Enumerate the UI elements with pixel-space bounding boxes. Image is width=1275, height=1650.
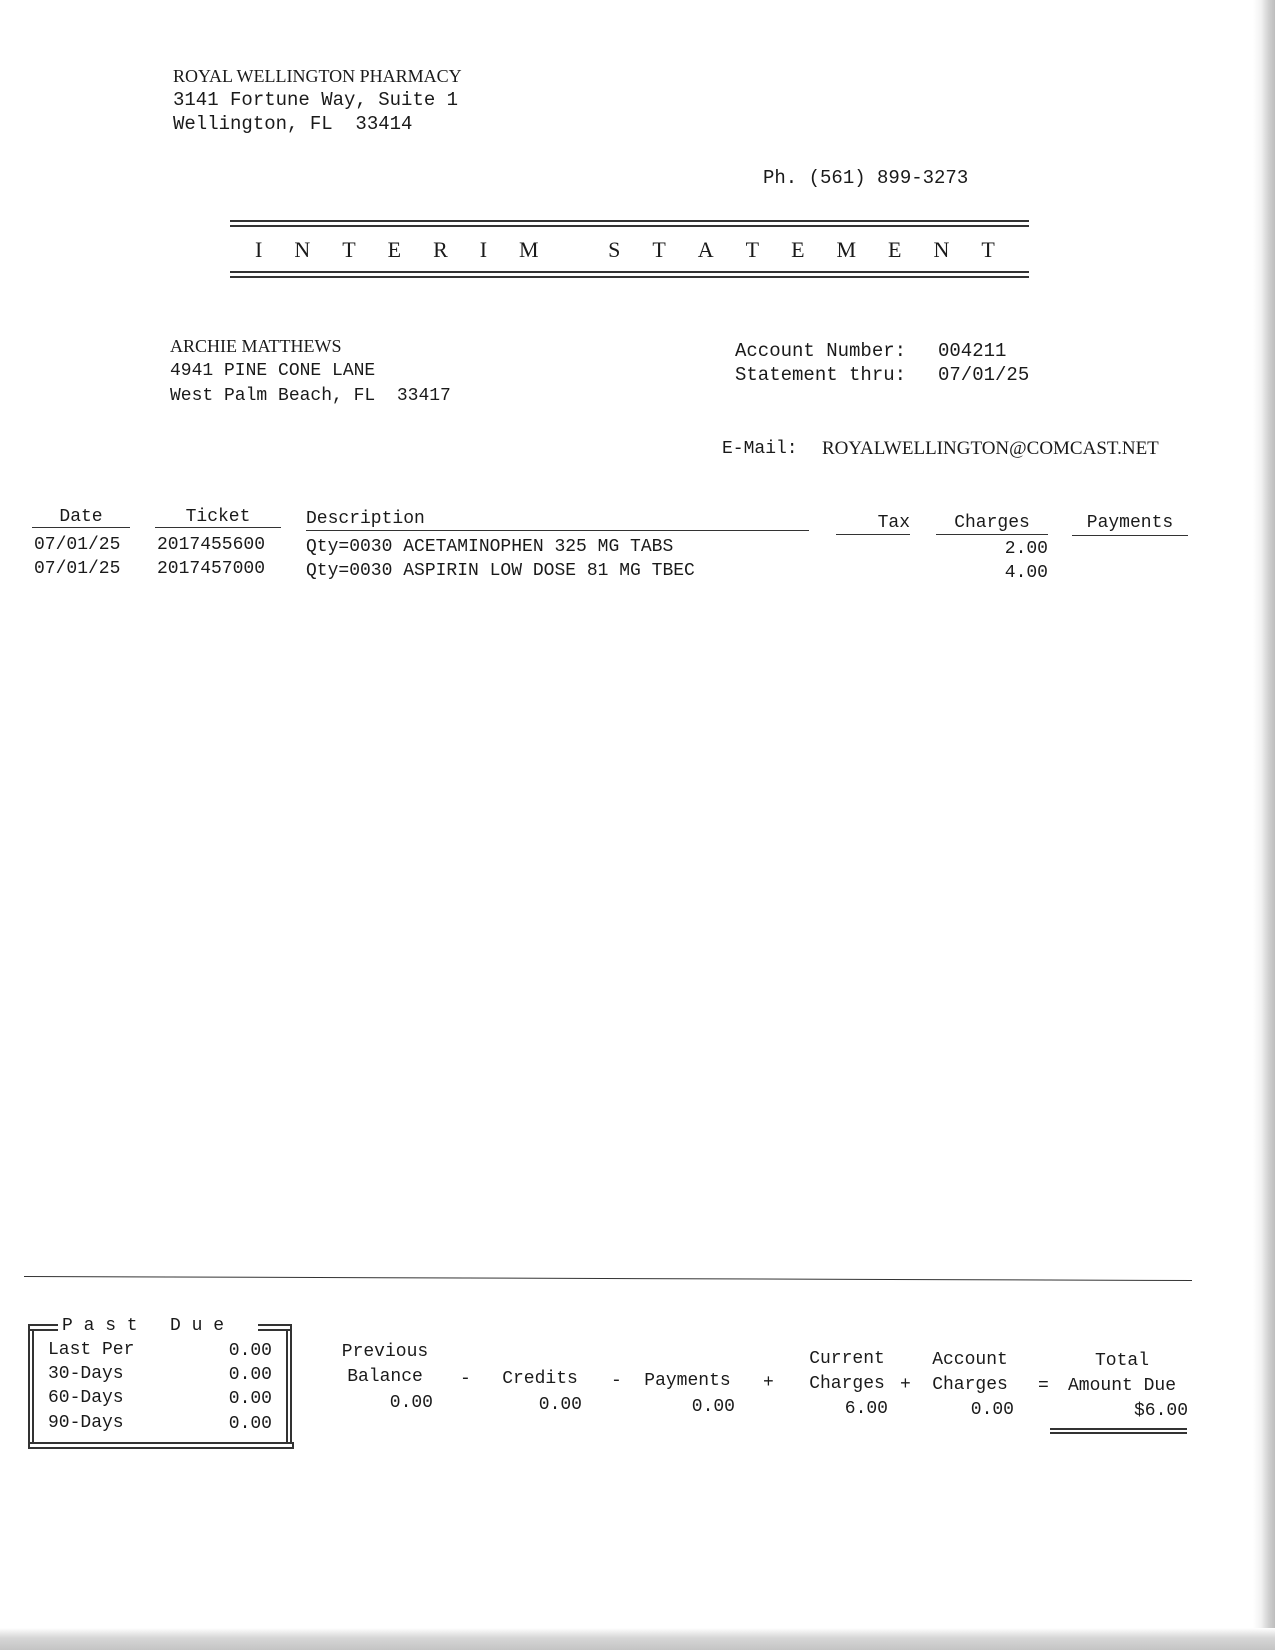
email-label: E-Mail: — [722, 439, 798, 459]
title-letter: E — [888, 237, 902, 262]
title-letter — [571, 236, 577, 264]
pharmacy-city: Wellington, FL 33414 — [173, 113, 413, 135]
row-description: Qty=0030 ACETAMINOPHEN 325 MG TABS — [306, 537, 674, 557]
statement-thru-label: Statement thru: — [735, 364, 907, 386]
header-charges: Charges — [954, 513, 1030, 533]
row-date: 07/01/25 — [34, 535, 121, 555]
past-due-frame-top-left — [28, 1324, 58, 1331]
title-letter: S — [608, 237, 621, 262]
row-ticket: 2017457000 — [157, 559, 266, 579]
operator-minus: - — [611, 1371, 622, 1391]
footer-divider — [24, 1276, 1192, 1281]
title-letter: T — [981, 237, 995, 262]
title-letter: M — [836, 237, 857, 262]
account-charges-label: Account — [932, 1350, 1008, 1370]
past-due-label: Last Per — [48, 1340, 135, 1360]
header-description: Description — [306, 509, 425, 529]
row-date: 07/01/25 — [34, 559, 121, 579]
past-due-value: 0.00 — [228, 1389, 272, 1409]
statement-date: 07/01/25 — [938, 364, 1030, 386]
credits-label: Credits — [502, 1369, 578, 1389]
payments-value: 0.00 — [691, 1397, 735, 1417]
operator-minus: - — [460, 1369, 471, 1389]
past-due-label: 60-Days — [48, 1388, 124, 1408]
row-charges: 2.00 — [1004, 539, 1048, 559]
past-due-frame-top-right — [258, 1324, 292, 1331]
current-charges-label-2: Charges — [809, 1374, 885, 1394]
total-amount-label-2: Amount Due — [1067, 1376, 1177, 1396]
title-letter: I — [479, 237, 488, 262]
past-due-frame-bottom — [28, 1442, 294, 1449]
previous-balance-value: 0.00 — [389, 1393, 433, 1413]
title-letter: N — [294, 237, 311, 262]
account-number: 004211 — [938, 340, 1007, 362]
header-ticket-underline — [155, 527, 281, 528]
header-ticket: Ticket — [185, 507, 251, 527]
title-letter: T — [652, 237, 666, 262]
pharmacy-address: 3141 Fortune Way, Suite 1 — [173, 89, 459, 111]
past-due-title: P a s t D u e — [62, 1316, 225, 1336]
total-amount-label: Total — [1094, 1351, 1149, 1371]
past-due-value: 0.00 — [228, 1341, 272, 1361]
email-address: ROYALWELLINGTON@COMCAST.NET — [822, 438, 1159, 459]
header-date: Date — [59, 507, 103, 527]
payments-label: Payments — [644, 1371, 731, 1391]
previous-balance-label-2: Balance — [347, 1367, 423, 1387]
past-due-label: 90-Days — [48, 1413, 124, 1433]
title-rule-bottom — [230, 271, 1029, 278]
row-description: Qty=0030 ASPIRIN LOW DOSE 81 MG TBEC — [306, 561, 695, 581]
scan-edge-right — [1253, 0, 1275, 1650]
title-letter: T — [342, 237, 356, 262]
title-letter: I — [255, 237, 263, 262]
title-letter: T — [745, 237, 760, 262]
past-due-frame-right — [286, 1331, 292, 1444]
credits-value: 0.00 — [538, 1395, 582, 1415]
title-letter: E — [791, 237, 805, 262]
title-letter: N — [933, 237, 950, 262]
row-charges: 4.00 — [1004, 563, 1048, 583]
previous-balance-label: Previous — [341, 1342, 429, 1362]
header-description-underline — [306, 530, 809, 531]
operator-plus: + — [900, 1375, 911, 1395]
account-charges-label-2: Charges — [932, 1375, 1008, 1395]
header-date-underline — [32, 527, 130, 528]
customer-city: West Palm Beach, FL 33417 — [170, 386, 451, 406]
header-payments: Payments — [1086, 513, 1174, 533]
operator-equals: = — [1038, 1376, 1049, 1396]
customer-street: 4941 PINE CONE LANE — [170, 361, 376, 381]
pharmacy-phone: Ph. (561) 899-3273 — [763, 167, 969, 189]
account-charges-value: 0.00 — [970, 1400, 1014, 1420]
title-letter: E — [387, 237, 402, 262]
header-payments-underline — [1072, 535, 1188, 536]
header-tax-underline — [836, 534, 910, 535]
title-letter: A — [697, 237, 714, 262]
header-tax: Tax — [877, 513, 910, 533]
row-ticket: 2017455600 — [157, 535, 266, 555]
past-due-value: 0.00 — [228, 1365, 272, 1385]
past-due-frame-left — [28, 1331, 34, 1444]
customer-name: ARCHIE MATTHEWS — [170, 336, 342, 356]
header-charges-underline — [936, 534, 1048, 535]
scan-edge-bottom — [0, 1628, 1275, 1650]
total-double-rule — [1050, 1428, 1187, 1434]
title-rule-top — [230, 220, 1029, 227]
total-amount-due: $6.00 — [1133, 1401, 1188, 1421]
title-letter: R — [433, 237, 448, 262]
current-charges-label: Current — [809, 1349, 885, 1369]
past-due-label: 30-Days — [48, 1364, 124, 1384]
current-charges-value: 6.00 — [844, 1399, 888, 1419]
operator-plus: + — [763, 1373, 774, 1393]
pharmacy-name: ROYAL WELLINGTON PHARMACY — [173, 66, 462, 86]
past-due-value: 0.00 — [228, 1414, 272, 1434]
document-title — [255, 236, 995, 264]
account-number-label: Account Number: — [735, 340, 907, 362]
title-letter: M — [519, 237, 539, 262]
